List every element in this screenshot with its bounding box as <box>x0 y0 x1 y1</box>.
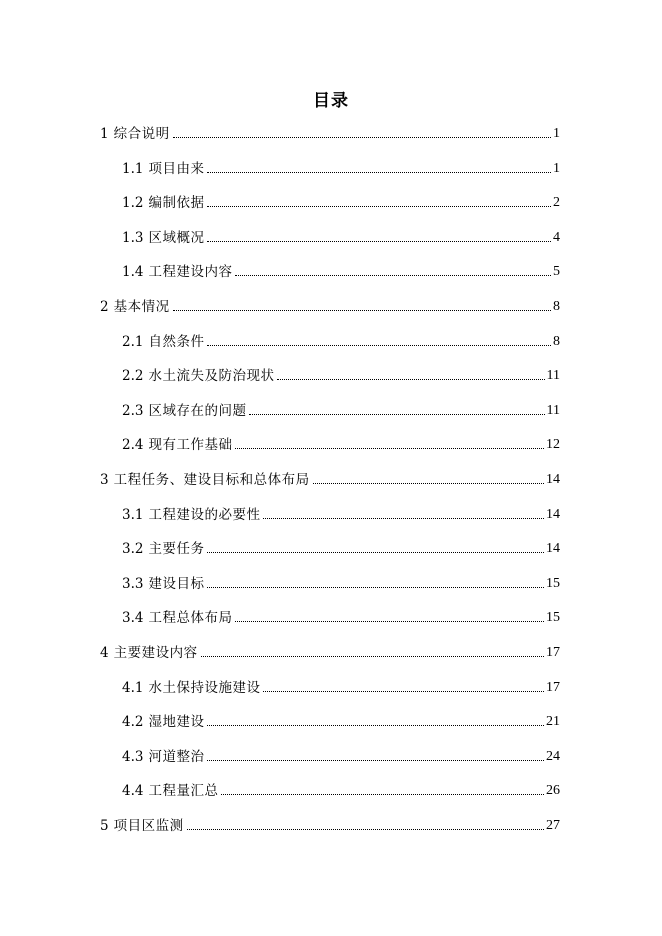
toc-entry-label: 项目由来 <box>148 160 205 177</box>
toc-entry-number: 1.1 <box>122 160 144 177</box>
toc-entry[interactable] <box>122 678 560 698</box>
toc-entry[interactable] <box>122 401 560 421</box>
toc-dot-leader <box>207 206 551 207</box>
toc-entry[interactable] <box>100 470 560 490</box>
toc-entry-page-number: 26 <box>546 783 560 799</box>
toc-entry[interactable] <box>122 435 560 455</box>
toc-dot-leader <box>207 172 551 173</box>
toc-entry-page-number: 8 <box>553 333 560 349</box>
toc-entry-page-number: 21 <box>546 714 560 730</box>
toc-dot-leader <box>173 137 551 138</box>
toc-entry-page-number: 24 <box>546 748 560 764</box>
toc-entry-number: 1.3 <box>122 229 144 246</box>
toc-dot-leader <box>263 518 544 519</box>
toc-entry-number: 4.1 <box>122 679 144 696</box>
toc-entry[interactable] <box>122 159 560 179</box>
toc-dot-leader <box>221 794 544 795</box>
toc-entry-number: 3.4 <box>122 610 144 627</box>
toc-entry[interactable] <box>122 332 560 352</box>
toc-entry-label: 河道整治 <box>148 748 205 765</box>
toc-entry-page-number: 17 <box>546 645 560 660</box>
toc-entry-number: 3.1 <box>122 506 144 523</box>
toc-entry-page-number: 14 <box>546 541 560 557</box>
toc-entry[interactable] <box>100 124 560 144</box>
toc-entry-page-number: 12 <box>546 437 560 453</box>
toc-dot-leader <box>207 760 544 761</box>
toc-entry-label: 现有工作基础 <box>148 437 233 454</box>
toc-entry[interactable] <box>100 643 560 663</box>
toc-dot-leader <box>263 691 544 692</box>
toc-dot-leader <box>207 587 544 588</box>
toc-entry-number: 2 <box>100 299 109 315</box>
toc-dot-leader <box>235 448 544 449</box>
toc-dot-leader <box>249 414 544 415</box>
toc-entry-page-number: 15 <box>546 575 560 591</box>
toc-dot-leader <box>207 725 544 726</box>
toc-entry-number: 3.2 <box>122 541 144 558</box>
toc-entry[interactable] <box>122 747 560 767</box>
toc-entry-number: 4.3 <box>122 748 144 765</box>
toc-entry-number: 3 <box>100 472 109 488</box>
toc-entry[interactable] <box>122 228 560 248</box>
toc-entry[interactable] <box>122 781 560 801</box>
toc-entry[interactable] <box>122 608 560 628</box>
toc-entry[interactable] <box>122 574 560 594</box>
toc-dot-leader <box>207 241 551 242</box>
toc-entry-label: 工程任务、建设目标和总体布局 <box>113 472 310 488</box>
toc-entry-page-number: 4 <box>553 229 560 245</box>
toc-entry-label: 基本情况 <box>113 299 170 315</box>
toc-dot-leader <box>207 345 551 346</box>
toc-entry-label: 主要建设内容 <box>113 645 198 661</box>
toc-entry-number: 5 <box>100 818 109 834</box>
toc-entry-label: 工程总体布局 <box>148 610 233 627</box>
toc-entry-label: 项目区监测 <box>113 818 184 834</box>
toc-entry[interactable] <box>122 505 560 525</box>
toc-entry[interactable] <box>122 712 560 732</box>
toc-entry-label: 工程量汇总 <box>148 783 219 800</box>
toc-entry-label: 建设目标 <box>148 575 205 592</box>
toc-entry[interactable] <box>122 366 560 386</box>
toc-entry-number: 1 <box>100 126 109 142</box>
toc-entry-number: 4 <box>100 645 109 661</box>
toc-entry-page-number: 14 <box>546 506 560 522</box>
toc-entry-label: 湿地建设 <box>148 714 205 731</box>
toc-dot-leader <box>201 656 544 657</box>
toc-entry-label: 主要任务 <box>148 541 205 558</box>
toc-entry-number: 1.4 <box>122 264 144 281</box>
toc-dot-leader <box>207 552 544 553</box>
toc-entry-label: 工程建设内容 <box>148 264 233 281</box>
toc-entry-label: 工程建设的必要性 <box>148 506 261 523</box>
toc-dot-leader <box>277 379 544 380</box>
toc-entry-label: 水土流失及防治现状 <box>148 368 275 385</box>
toc-entry-number: 2.1 <box>122 333 144 350</box>
toc-entry[interactable] <box>100 297 560 317</box>
toc-entry-page-number: 2 <box>553 195 560 211</box>
toc-dot-leader <box>173 310 551 311</box>
toc-entry[interactable] <box>122 539 560 559</box>
toc-entry[interactable] <box>100 816 560 836</box>
toc-entry-label: 自然条件 <box>148 333 205 350</box>
toc-entry-label: 综合说明 <box>113 126 170 142</box>
toc-entry-number: 2.4 <box>122 437 144 454</box>
toc-entry[interactable] <box>122 262 560 282</box>
toc-entry-page-number: 27 <box>546 818 560 833</box>
toc-entry-page-number: 8 <box>553 299 560 314</box>
toc-entry-page-number: 17 <box>546 679 560 695</box>
toc-entry-page-number: 15 <box>546 610 560 626</box>
toc-dot-leader <box>235 621 544 622</box>
toc-entry-number: 3.3 <box>122 575 144 592</box>
toc-title: 目录 <box>313 91 349 111</box>
toc-entry[interactable] <box>122 193 560 213</box>
toc-entry-number: 4.4 <box>122 783 144 800</box>
toc-entry-page-number: 11 <box>546 402 560 418</box>
toc-entry-page-number: 14 <box>546 472 560 487</box>
toc-entry-label: 编制依据 <box>148 195 205 212</box>
toc-entry-page-number: 1 <box>553 126 560 141</box>
toc-entry-label: 水土保持设施建设 <box>148 679 261 696</box>
toc-entry-number: 1.2 <box>122 195 144 212</box>
toc-dot-leader <box>235 275 551 276</box>
toc-entry-number: 4.2 <box>122 714 144 731</box>
toc-entry-number: 2.3 <box>122 402 144 419</box>
toc-entry-page-number: 11 <box>546 368 560 384</box>
toc-entry-number: 2.2 <box>122 368 144 385</box>
toc-dot-leader <box>313 483 544 484</box>
toc-entry-page-number: 5 <box>553 264 560 280</box>
toc-entry-page-number: 1 <box>553 160 560 176</box>
toc-entry-label: 区域概况 <box>148 229 205 246</box>
toc-entry-label: 区域存在的问题 <box>148 402 247 419</box>
toc-dot-leader <box>187 829 544 830</box>
